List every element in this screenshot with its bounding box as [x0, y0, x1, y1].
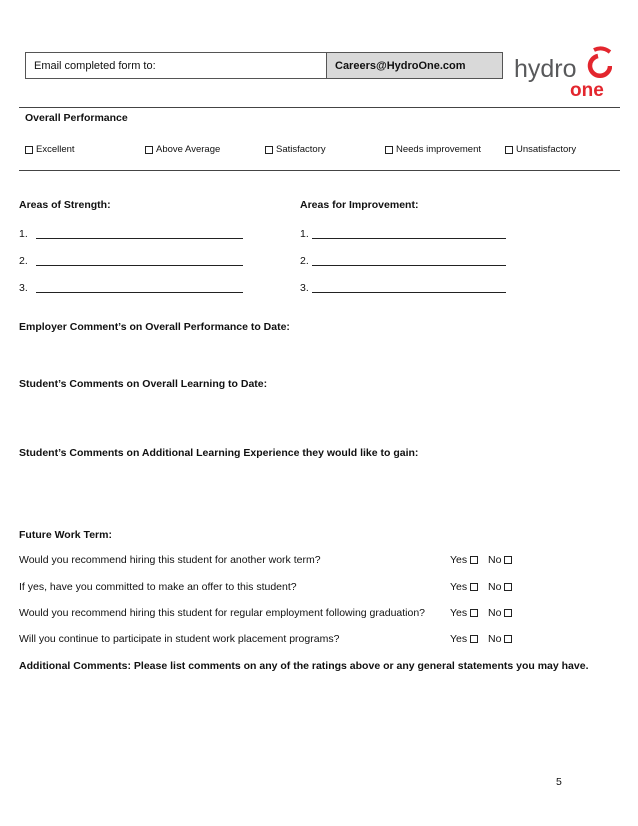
improvement-title: Areas for Improvement: — [300, 199, 419, 211]
email-address[interactable]: Careers@HydroOne.com — [327, 53, 502, 78]
improvement-number-3: 3. — [300, 282, 309, 294]
checkbox-icon[interactable] — [265, 146, 273, 154]
question-3-yes[interactable]: Yes — [450, 607, 478, 619]
improvement-line-3[interactable] — [312, 292, 506, 293]
email-label: Email completed form to: — [26, 53, 327, 78]
header-divider — [19, 107, 620, 108]
logo-text-one: one — [570, 80, 604, 100]
strength-number-3: 3. — [19, 282, 28, 294]
strength-number-2: 2. — [19, 255, 28, 267]
improvement-line-1[interactable] — [312, 238, 506, 239]
student-additional-heading: Student’s Comments on Additional Learning Experience they would like to gain: — [19, 447, 419, 459]
question-2: If yes, have you committed to make an offer to this student? — [19, 581, 297, 593]
additional-comments-heading: Additional Comments: Please list comments on any of the ratings above or any general statements you may have. — [19, 660, 589, 672]
strength-line-1[interactable] — [36, 238, 243, 239]
question-1-yes[interactable]: Yes — [450, 554, 478, 566]
student-learning-heading: Student’s Comments on Overall Learning to Date: — [19, 378, 268, 390]
option-excellent[interactable]: Excellent — [25, 144, 75, 155]
checkbox-icon[interactable] — [145, 146, 153, 154]
checkbox-icon[interactable] — [470, 556, 478, 564]
strength-number-1: 1. — [19, 228, 28, 240]
improvement-number-1: 1. — [300, 228, 309, 240]
future-work-term-title: Future Work Term: — [19, 529, 112, 541]
checkbox-icon[interactable] — [505, 146, 513, 154]
checkbox-icon[interactable] — [504, 583, 512, 591]
option-above-average[interactable]: Above Average — [145, 144, 220, 155]
question-4: Will you continue to participate in student work placement programs? — [19, 633, 340, 645]
question-1: Would you recommend hiring this student for another work term? — [19, 554, 321, 566]
strengths-title: Areas of Strength: — [19, 199, 111, 211]
question-4-no[interactable]: No — [488, 633, 512, 645]
hydro-one-logo-icon — [512, 44, 612, 100]
checkbox-icon[interactable] — [470, 583, 478, 591]
overall-performance-title: Overall Performance — [25, 112, 128, 124]
improvement-line-2[interactable] — [312, 265, 506, 266]
question-4-yes[interactable]: Yes — [450, 633, 478, 645]
strength-line-3[interactable] — [36, 292, 243, 293]
checkbox-icon[interactable] — [470, 635, 478, 643]
option-satisfactory[interactable]: Satisfactory — [265, 144, 326, 155]
question-2-yes[interactable]: Yes — [450, 581, 478, 593]
question-1-no[interactable]: No — [488, 554, 512, 566]
question-3: Would you recommend hiring this student for regular employment following graduation? — [19, 607, 426, 619]
checkbox-icon[interactable] — [504, 609, 512, 617]
strength-line-2[interactable] — [36, 265, 243, 266]
page-number: 5 — [556, 776, 562, 788]
option-needs-improvement[interactable]: Needs improvement — [385, 144, 481, 155]
checkbox-icon[interactable] — [504, 635, 512, 643]
question-3-no[interactable]: No — [488, 607, 512, 619]
performance-divider — [19, 170, 620, 171]
hydro-one-logo — [512, 44, 612, 100]
checkbox-icon[interactable] — [470, 609, 478, 617]
question-2-no[interactable]: No — [488, 581, 512, 593]
checkbox-icon[interactable] — [25, 146, 33, 154]
logo-text-hydro: hydro — [514, 55, 577, 83]
checkbox-icon[interactable] — [385, 146, 393, 154]
checkbox-icon[interactable] — [504, 556, 512, 564]
email-instruction-box — [25, 52, 503, 79]
improvement-number-2: 2. — [300, 255, 309, 267]
employer-comments-heading: Employer Comment’s on Overall Performance to Date: — [19, 321, 290, 333]
option-unsatisfactory[interactable]: Unsatisfactory — [505, 144, 576, 155]
